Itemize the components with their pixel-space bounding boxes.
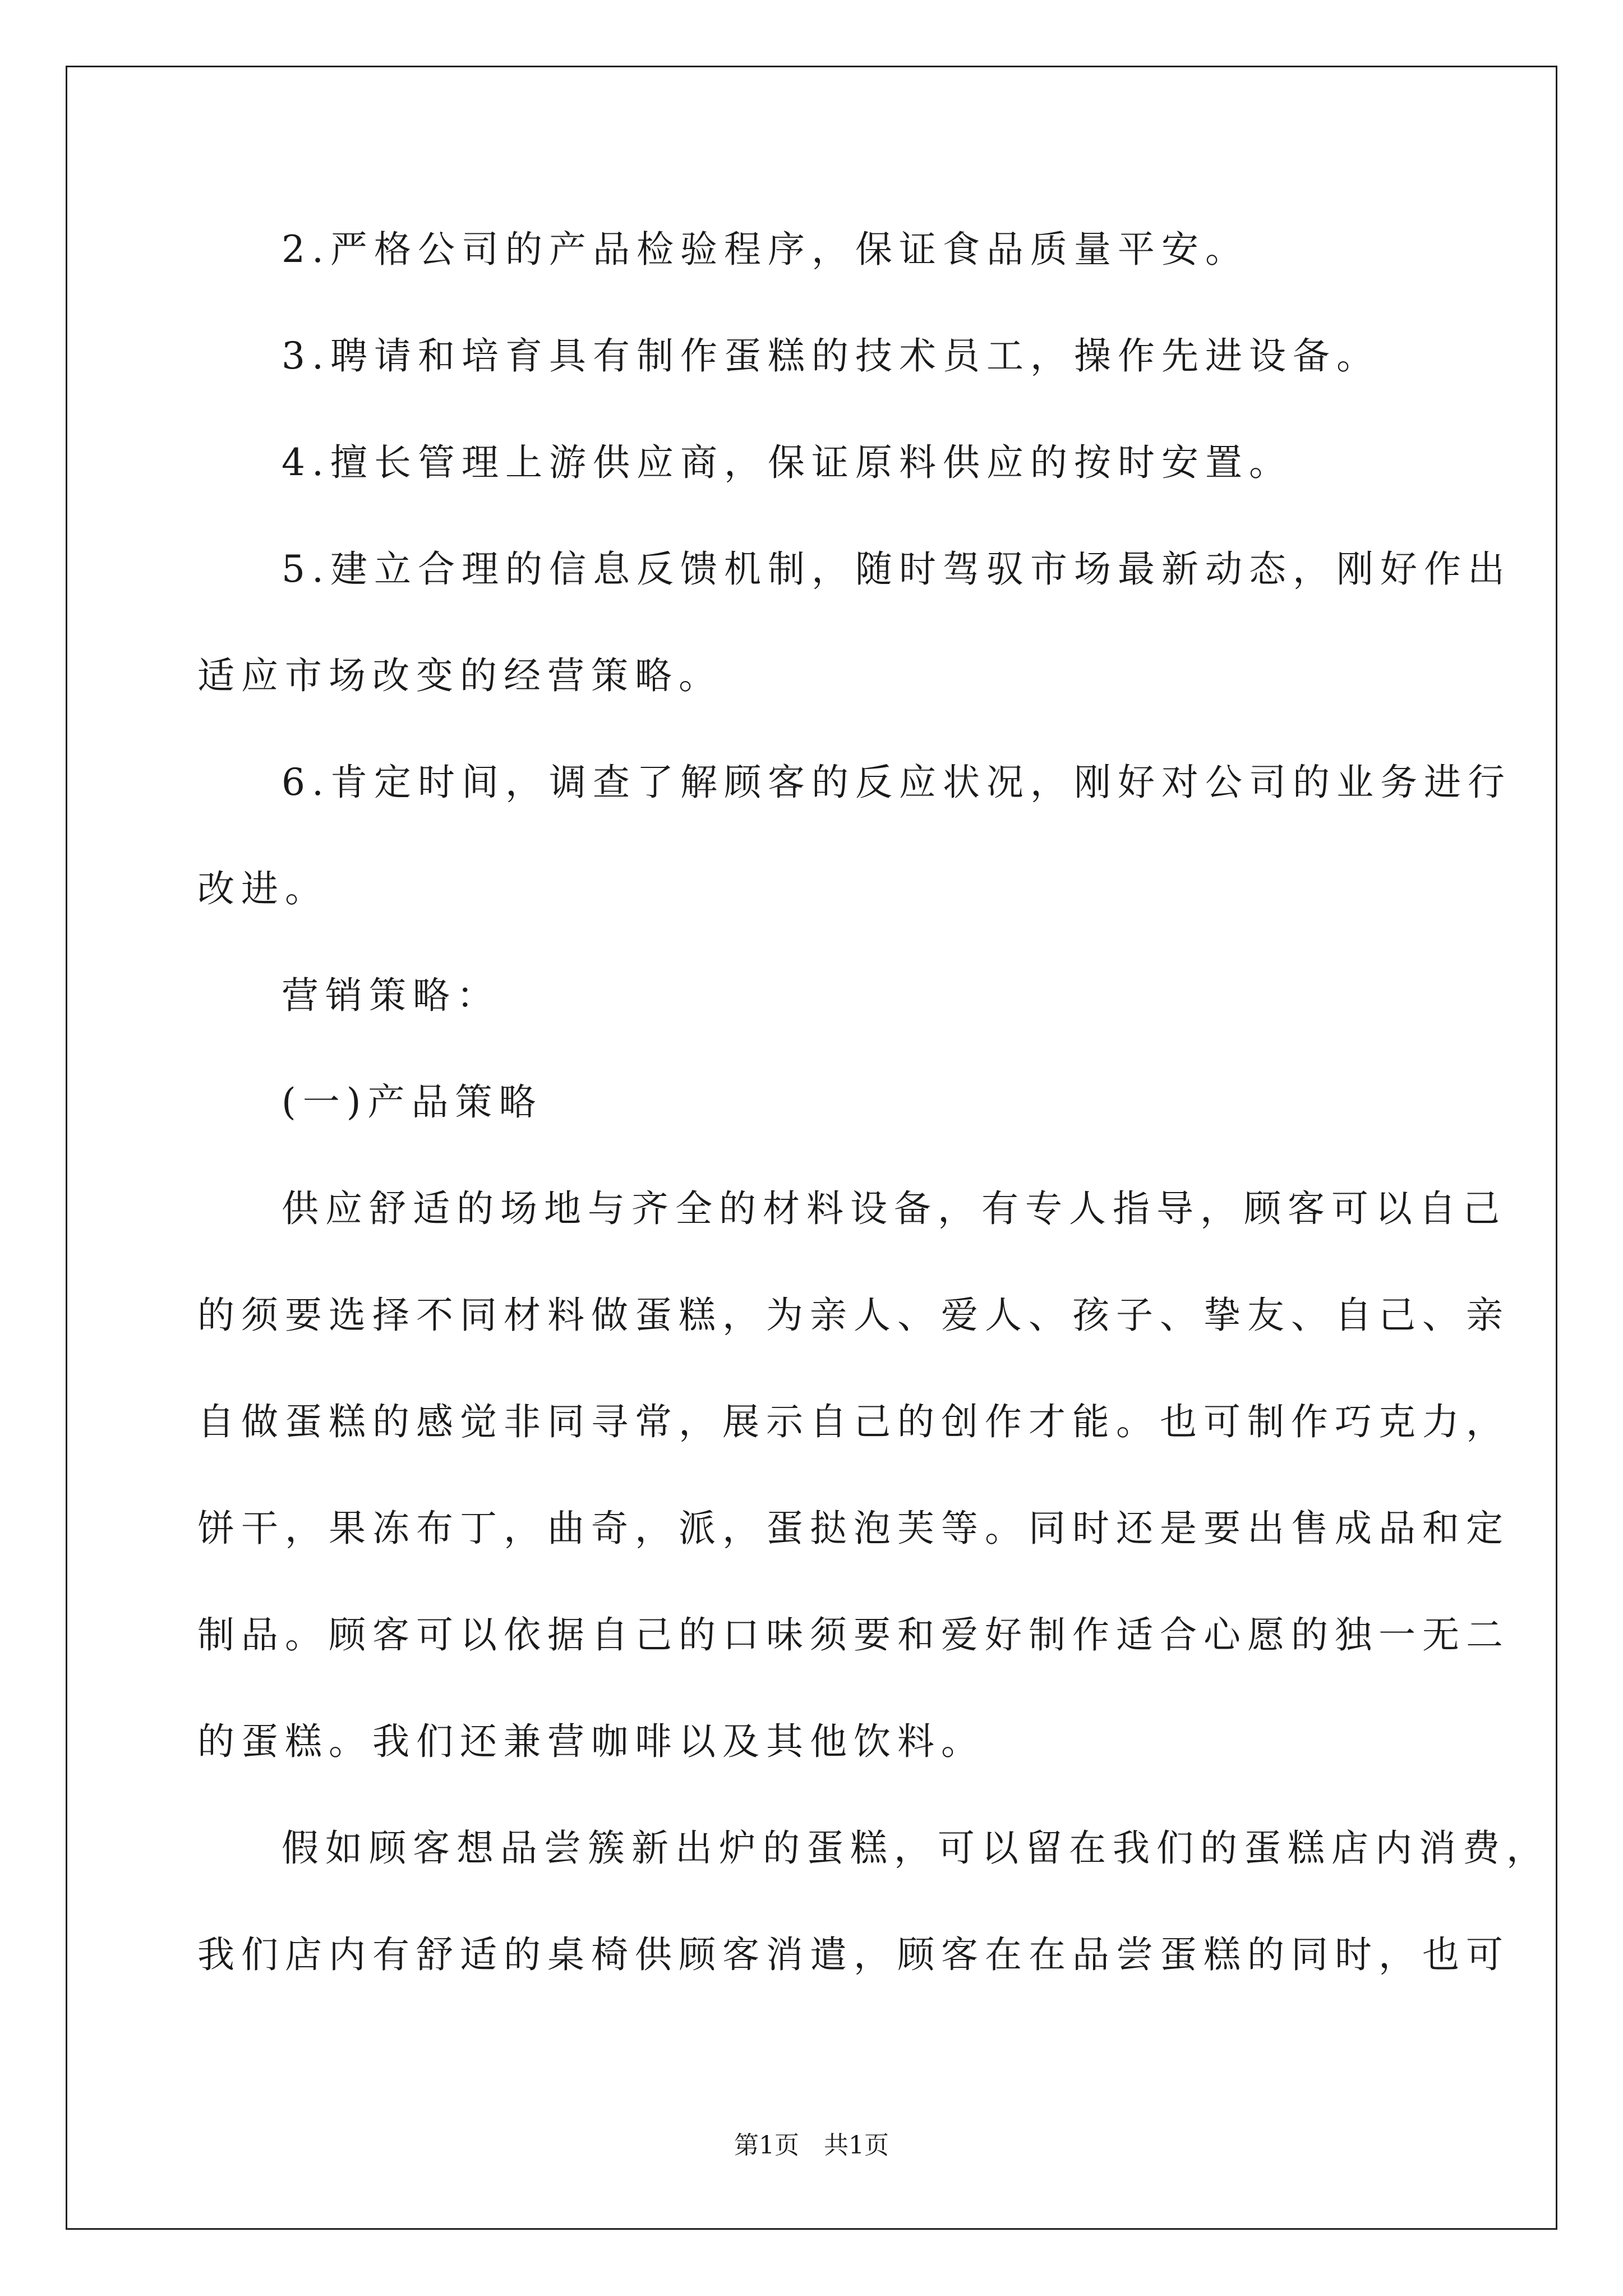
page-border (66, 66, 1557, 2230)
paragraph-line: 饼干，果冻布丁，曲奇，派，蛋挞泡芙等。同时还是要出售成品和定 (197, 1507, 1510, 1550)
paragraph-line: 5.建立合理的信息反馈机制，随时驾驭市场最新动态，刚好作出 (282, 547, 1511, 591)
paragraph-line: 适应市场改变的经营策略。 (197, 654, 722, 697)
paragraph-line: 的蛋糕。我们还兼营咖啡以及其他饮料。 (197, 1720, 985, 1763)
page-number: 第1页 共1页 (734, 2131, 889, 2160)
subsection-heading: (一)产品策略 (282, 1080, 543, 1124)
paragraph-line: 4.擅长管理上游供应商，保证原料供应的按时安置。 (282, 441, 1293, 484)
paragraph-line: 我们店内有舒适的桌椅供顾客消遣，顾客在在品尝蛋糕的同时，也可 (197, 1933, 1510, 1976)
paragraph-line: 供应舒适的场地与齐全的材料设备，有专人指导，顾客可以自己 (282, 1187, 1506, 1230)
paragraph-line: 3.聘请和培育具有制作蛋糕的技术员工，操作先进设备。 (282, 334, 1380, 378)
paragraph-line: 制品。顾客可以依据自己的口味须要和爱好制作适合心愿的独一无二 (197, 1613, 1510, 1657)
paragraph-line: 自做蛋糕的感觉非同寻常，展示自己的创作才能。也可制作巧克力， (197, 1400, 1510, 1443)
section-heading: 营销策略： (282, 974, 500, 1017)
paragraph-line: 改进。 (197, 867, 329, 910)
paragraph-line: 6.肯定时间，调查了解顾客的反应状况，刚好对公司的业务进行 (282, 761, 1511, 804)
paragraph-line: 2.严格公司的产品检验程序，保证食品质量平安。 (282, 228, 1249, 271)
paragraph-line: 假如顾客想品尝簇新出炉的蛋糕，可以留在我们的蛋糕店内消费， (282, 1826, 1550, 1870)
paragraph-line: 的须要选择不同材料做蛋糕，为亲人、爱人、孩子、挚友、自己、亲 (197, 1294, 1510, 1337)
